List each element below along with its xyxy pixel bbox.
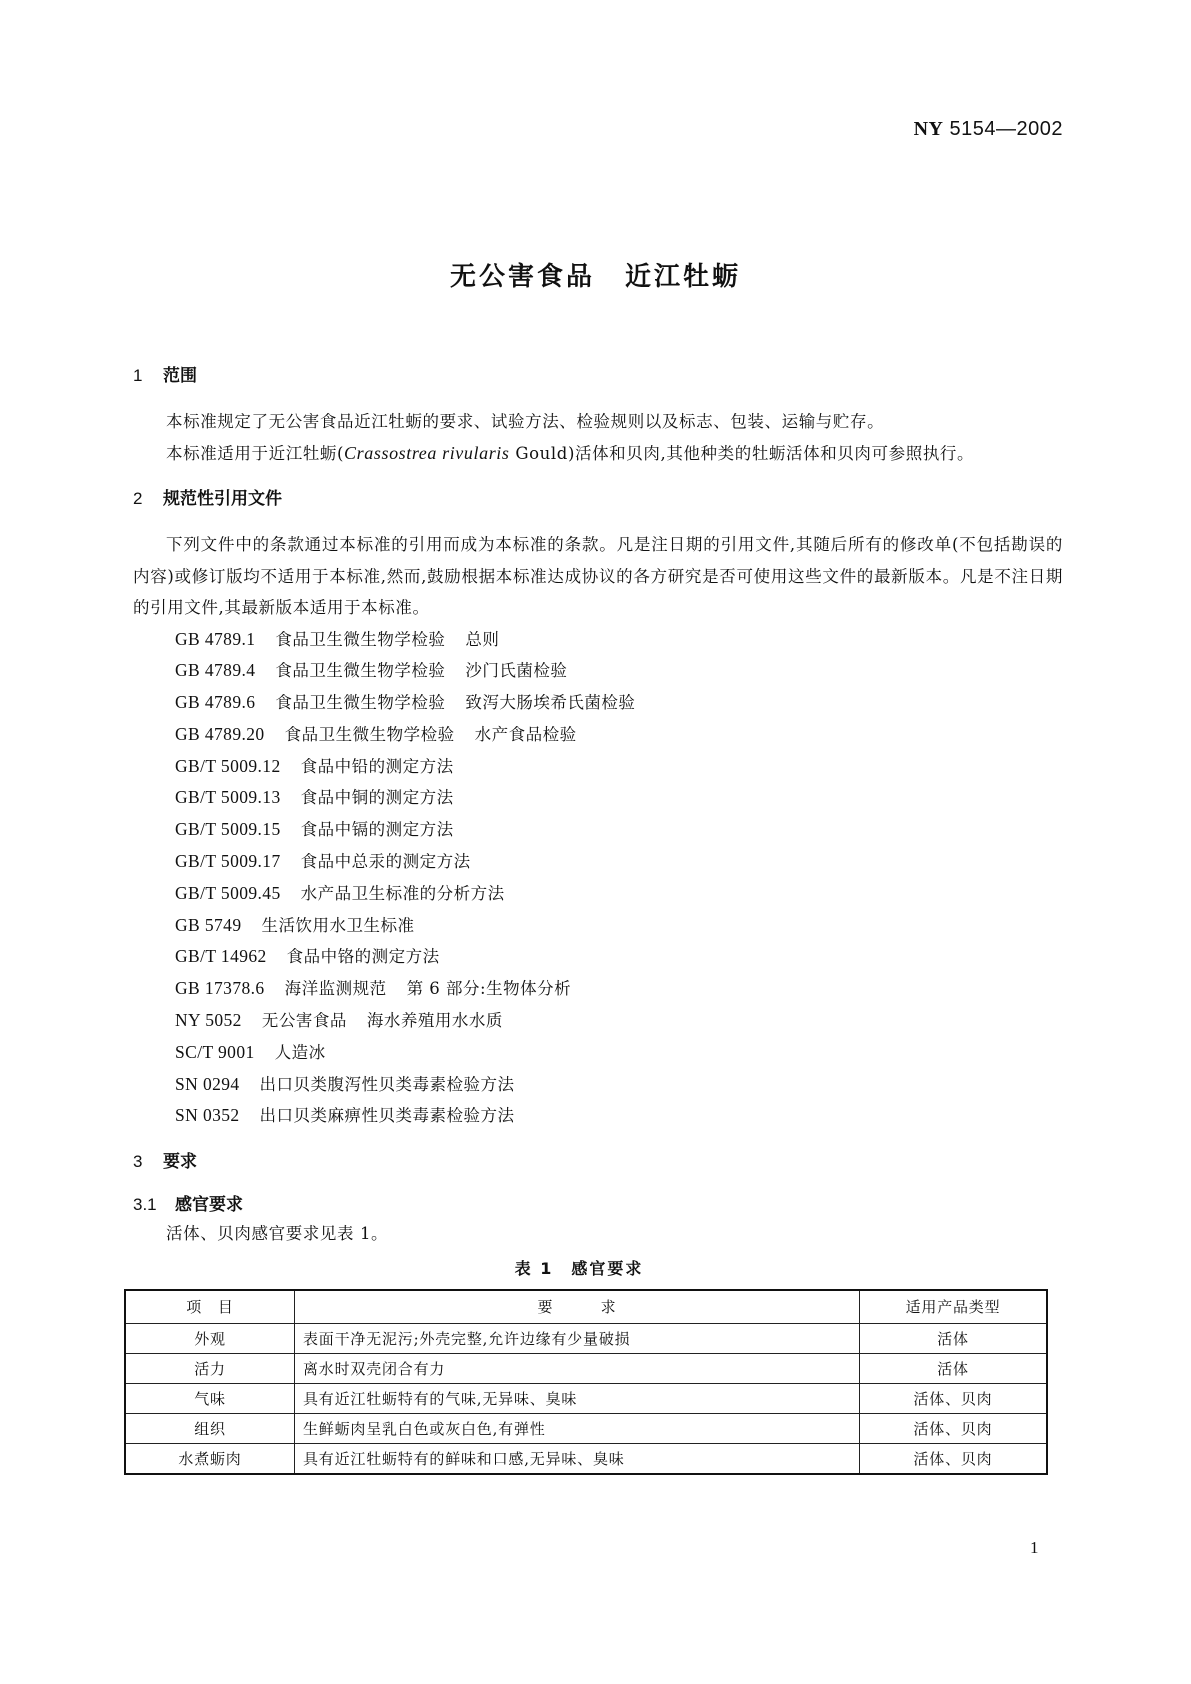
sensory-requirements-table (124, 1289, 1048, 1475)
reference-item (133, 751, 1063, 783)
table-row (125, 1443, 1047, 1474)
standard-code: 5154—2002 (949, 118, 1063, 140)
reference-item (133, 1005, 1063, 1037)
table-caption: 表 1 感官要求 (514, 1258, 644, 1278)
column-header-requirement: 要 求 (295, 1290, 860, 1324)
document-title (0, 256, 1191, 293)
scope-paragraph-1: 本标准规定了无公害食品近江牡蛎的要求、试验方法、检验规则以及标志、包装、运输与贮存。 (166, 412, 885, 431)
table-row (125, 1353, 1047, 1383)
section-2-heading (133, 483, 1063, 515)
reference-title: 食品卫生微生物学检验 (275, 629, 446, 649)
section-title: 要求 (163, 1152, 197, 1173)
section-title: 规范性引用文件 (163, 489, 282, 509)
sensory-intro: 活体、贝肉感官要求见表 1。 (166, 1224, 389, 1244)
reference-item (133, 910, 1063, 942)
section-number: 2 (133, 489, 143, 508)
cell-requirement: 具有近江牡蛎特有的鲜味和口感,无异味、臭味 (295, 1443, 860, 1474)
reference-title: 出口贝类麻痹性贝类毒素检验方法 (259, 1106, 515, 1126)
reference-item (133, 941, 1063, 973)
reference-item (133, 814, 1063, 846)
reference-code: GB 4789.1 (175, 628, 256, 649)
cell-requirement: 生鲜蛎肉呈乳白色或灰白色,有弹性 (295, 1413, 860, 1443)
reference-title: 食品卫生微生物学检验 (275, 693, 446, 713)
cell-product-type: 活体、贝肉 (860, 1443, 1048, 1474)
cell-product-type: 活体、贝肉 (860, 1383, 1048, 1413)
page-number: 1 (1030, 1538, 1039, 1557)
cell-product-type: 活体 (860, 1353, 1048, 1383)
reference-item (133, 1069, 1063, 1101)
reference-title: 食品中总汞的测定方法 (300, 852, 471, 872)
table-row (125, 1413, 1047, 1443)
reference-title: 食品卫生微生物学检验 (275, 661, 446, 681)
reference-code: GB 4789.20 (175, 723, 265, 744)
reference-title: 食品中铜的测定方法 (300, 788, 454, 808)
reference-code: GB/T 5009.17 (175, 851, 281, 872)
reference-title: 食品中镉的测定方法 (300, 820, 454, 840)
reference-item (133, 973, 1063, 1005)
cell-item: 组织 (125, 1413, 295, 1443)
reference-code: GB/T 5009.45 (175, 882, 281, 903)
reference-code: GB 17378.6 (175, 978, 265, 999)
reference-title: 生活饮用水卫生标准 (261, 915, 415, 935)
reference-code: GB/T 5009.13 (175, 787, 281, 808)
cell-requirement: 离水时双壳闭合有力 (295, 1353, 860, 1383)
reference-item (133, 1100, 1063, 1132)
species-latin-name: Crassostrea rivularis (344, 442, 510, 463)
table-row (125, 1383, 1047, 1413)
section-3-heading (133, 1146, 1063, 1178)
reference-title: 食品卫生微生物学检验 (284, 724, 455, 744)
cell-item: 水煮蛎肉 (125, 1443, 295, 1474)
reference-code: GB 4789.6 (175, 692, 256, 713)
cell-product-type: 活体 (860, 1323, 1048, 1353)
standard-number (914, 118, 1063, 141)
cell-requirement: 表面干净无泥污;外壳完整,允许边缘有少量破损 (295, 1323, 860, 1353)
reference-subtitle: 致泻大肠埃希氏菌检验 (465, 693, 636, 713)
reference-code: GB/T 5009.12 (175, 755, 281, 776)
subsection-title: 感官要求 (175, 1195, 243, 1216)
reference-title: 出口贝类腹泻性贝类毒素检验方法 (259, 1074, 515, 1094)
cell-item: 外观 (125, 1323, 295, 1353)
reference-code: SC/T 9001 (175, 1041, 255, 1062)
reference-subtitle: 沙门氏菌检验 (465, 661, 568, 681)
reference-item (133, 878, 1063, 910)
reference-title: 人造冰 (274, 1042, 326, 1062)
cell-item: 气味 (125, 1383, 295, 1413)
subsection-3-1-heading (133, 1192, 1063, 1218)
section-1-heading (133, 360, 1063, 392)
section-number: 3 (133, 1152, 143, 1172)
reference-title: 水产品卫生标准的分析方法 (300, 883, 505, 903)
reference-item (133, 655, 1063, 687)
cell-product-type: 活体、贝肉 (860, 1413, 1048, 1443)
reference-title: 食品中铬的测定方法 (286, 947, 440, 967)
column-header-item: 项 目 (125, 1290, 295, 1324)
reference-subtitle: 海水养殖用水水质 (366, 1011, 503, 1031)
subsection-number: 3.1 (133, 1195, 157, 1215)
cell-requirement: 具有近江牡蛎特有的气味,无异味、臭味 (295, 1383, 860, 1413)
reference-code: SN 0352 (175, 1105, 240, 1126)
reference-list (133, 624, 1063, 1133)
table-row (125, 1323, 1047, 1353)
reference-code: GB 5749 (175, 914, 242, 935)
reference-title: 无公害食品 (261, 1011, 347, 1031)
reference-item (133, 1037, 1063, 1069)
reference-code: GB/T 5009.15 (175, 819, 281, 840)
title-part-2: 近江牡蛎 (625, 262, 742, 292)
section-title: 范围 (163, 366, 197, 386)
standard-prefix: NY (913, 118, 944, 140)
reference-code: GB/T 14962 (175, 946, 267, 967)
reference-title: 食品中铅的测定方法 (300, 756, 454, 776)
reference-subtitle: 总则 (465, 629, 500, 649)
document-body (133, 360, 1063, 1475)
table-header-row (125, 1290, 1047, 1324)
reference-item (133, 782, 1063, 814)
reference-subtitle: 水产食品检验 (474, 724, 577, 744)
reference-title: 海洋监测规范 (284, 979, 387, 999)
reference-item (133, 687, 1063, 719)
cell-item: 活力 (125, 1353, 295, 1383)
section-number: 1 (133, 366, 143, 385)
reference-item (133, 846, 1063, 878)
reference-code: SN 0294 (175, 1073, 240, 1094)
title-part-1: 无公害食品 (449, 262, 595, 292)
scope-paragraph-2: 本标准适用于近江牡蛎(Crassostrea rivularis Gould)活体和贝肉,其他种类的牡蛎活体和贝肉可参照执行。 (166, 442, 975, 463)
reference-code: GB 4789.4 (175, 660, 256, 681)
references-intro: 下列文件中的条款通过本标准的引用而成为本标准的条款。凡是注日期的引用文件,其随后所有的修改单(不包括勘误的内容)或修订版均不适用于本标准,然而,鼓励根据本标准达成协议的各方研究是否可使用这些文件的最新版本。凡是不注日期的引用文件,其最新版本适用于本标准。 (133, 535, 1063, 617)
reference-item (133, 624, 1063, 656)
reference-subtitle: 第 6 部分:生物体分析 (406, 979, 572, 999)
column-header-product-type: 适用产品类型 (860, 1290, 1048, 1324)
reference-item (133, 719, 1063, 751)
reference-code: NY 5052 (175, 1010, 242, 1031)
